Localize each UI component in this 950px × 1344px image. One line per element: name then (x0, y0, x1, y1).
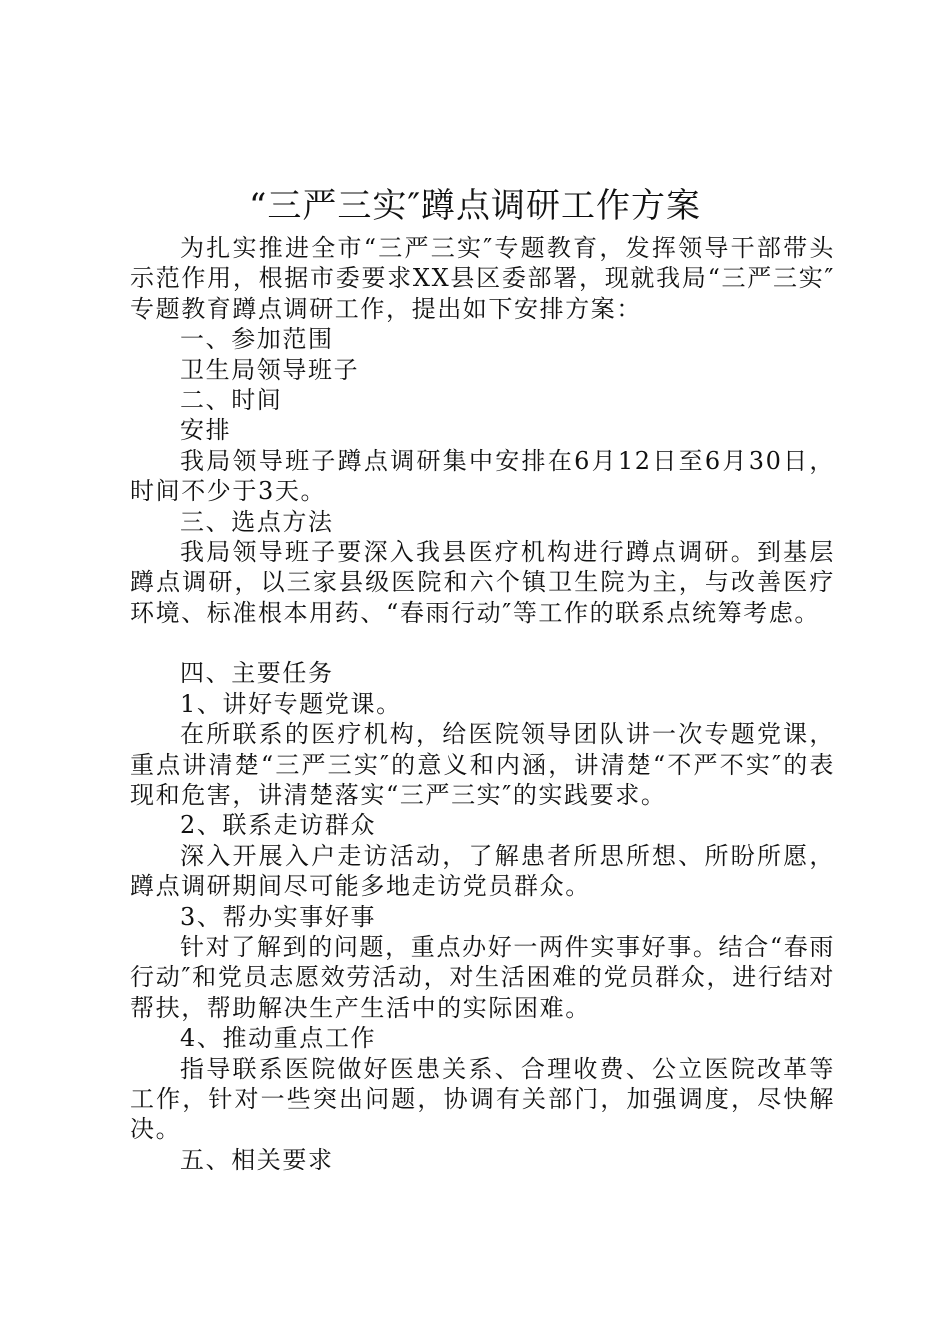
time-text: 我局领导班子蹲点调研集中安排在6月12日至6月30日，时间不少于3天。 (130, 446, 835, 506)
paragraph-gap (130, 628, 835, 658)
task-3-text: 针对了解到的问题，重点办好一两件实事好事。结合“春雨行动″和党员志愿效劳活动，对生活困难的党员群众，进行结对帮扶，帮助解决生产生活中的实际困难。 (130, 932, 835, 1022)
task-3-heading: 3、帮办实事好事 (180, 902, 377, 931)
intro-paragraph: 为扎实推进全市“三严三实″专题教育，发挥领导干部带头示范作用，根据市委要求XX县区委部署，现就我局“三严三实″专题教育蹲点调研工作，提出如下安排方案： (130, 234, 835, 323)
task-2-text: 深入开展入户走访活动，了解患者所思所想、所盼所愿，蹲点调研期间尽可能多地走访党员群众。 (130, 841, 835, 901)
task-4-text: 指导联系医院做好医患关系、合理收费、公立医院改革等工作，针对一些突出问题，协调有关部门，加强调度，尽快解决。 (130, 1054, 835, 1144)
method-text: 我局领导班子要深入我县医疗机构进行蹲点调研。到基层蹲点调研，以三家县级医院和六个镇卫生院为主，与改善医疗环境、标准根本用药、“春雨行动″等工作的联系点统筹考虑。 (130, 538, 835, 627)
scope-text: 卫生局领导班子 (180, 355, 360, 384)
section-heading-scope: 一、参加范围 (180, 325, 334, 354)
document-title: “三严三实″蹲点调研工作方案 (248, 186, 702, 226)
document-body (130, 233, 835, 1175)
time-subheading: 安排 (180, 416, 232, 445)
section-heading-time: 二、时间 (180, 386, 283, 415)
section-heading-method: 三、选点方法 (180, 507, 334, 536)
task-1-text: 在所联系的医疗机构，给医院领导团队讲一次专题党课，重点讲清楚“三严三实″的意义和内涵，讲清楚“不严不实″的表现和危害，讲清楚落实“三严三实″的实践要求。 (130, 720, 835, 809)
task-2-heading: 2、联系走访群众 (180, 811, 377, 840)
section-heading-requirements: 五、相关要求 (180, 1145, 334, 1174)
section-heading-tasks: 四、主要任务 (180, 659, 334, 688)
task-1-heading: 1、讲好专题党课。 (180, 689, 402, 718)
task-4-heading: 4、推动重点工作 (180, 1024, 377, 1053)
